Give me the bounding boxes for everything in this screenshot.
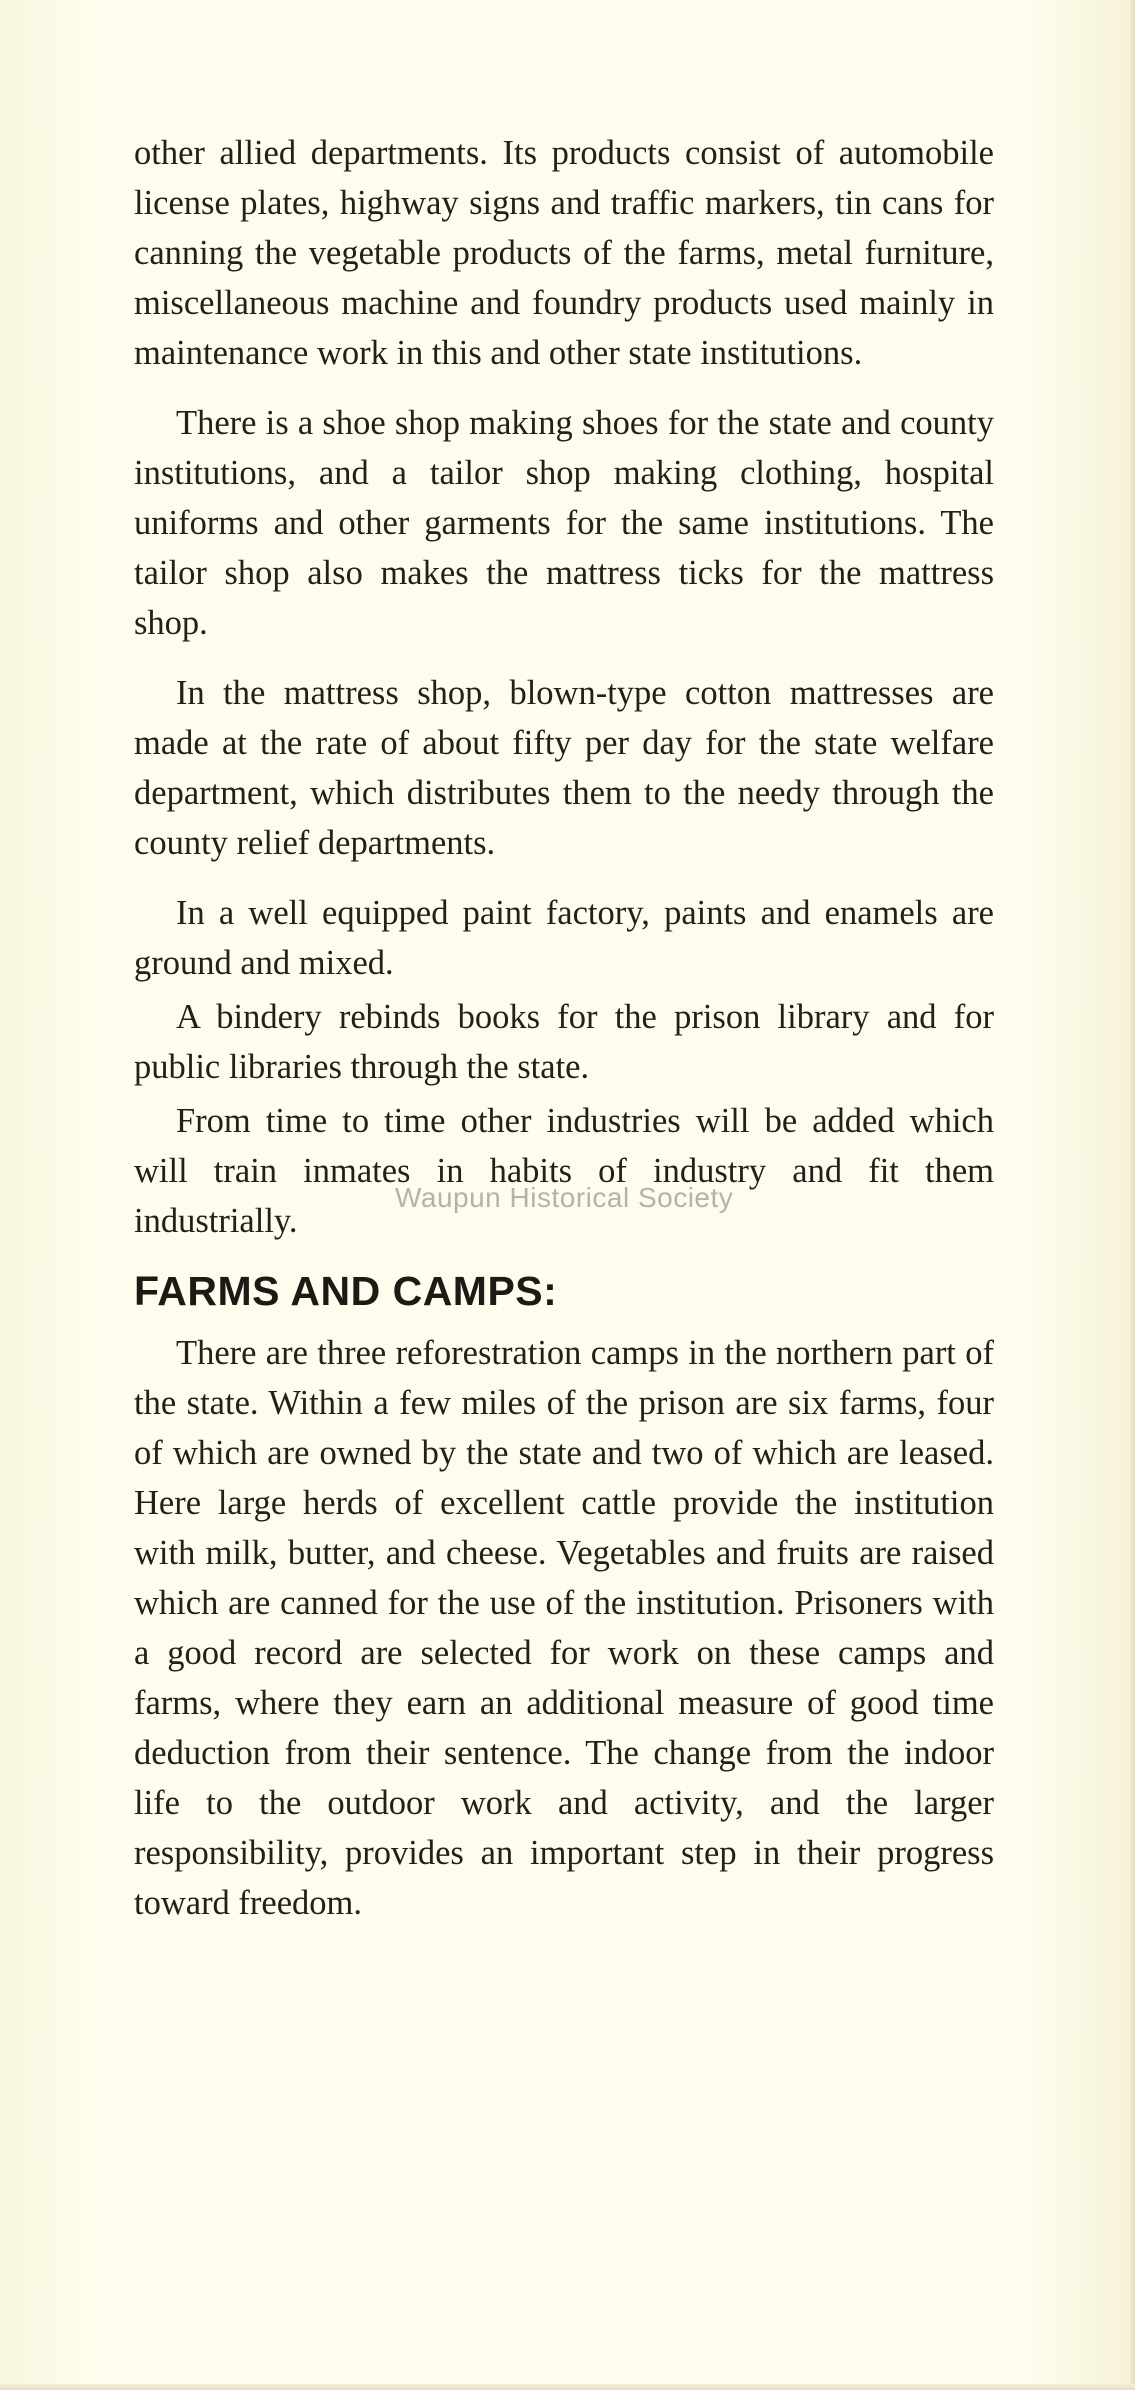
paragraph-mattress-shop: In the mattress shop, blown-type cotton mattresses are made at the rate of about fifty per day for the state welfare department, which distributes them to the needy through the county relief departments. — [134, 674, 994, 862]
watermark: Waupun Historical Society — [395, 1182, 734, 1213]
paragraph-shoe-shop: There is a shoe shop making shoes for the state and county institutions, and a tailor shop making clothing, hospital uniforms and other garments for the same institutions. The tailor shop also makes the mattress ticks for the mattress shop. — [134, 404, 994, 642]
paragraph-paint-factory: In a well equipped paint factory, paints and enamels are ground and mixed. — [134, 894, 994, 982]
section-heading-farms-and-camps: FARMS AND CAMPS: — [134, 1268, 558, 1314]
page-edge-bottom — [0, 2384, 1135, 2390]
page-edge-right — [1131, 0, 1135, 2390]
paragraph-farms-and-camps: There are three reforestration camps in the northern part of the state. Within a few miles of the prison are six farms, four of which are owned by the state and two of which are leased. Here large herds of excellent cattle provide the institution with milk, butter, and cheese. Vegetables and fruits are raised which are canned for the use of the institution. Prisoners with a good record are selected for work on these camps and farms, where they earn an additional measure of good time deduction from their sentence. The change from the indoor life to the outdoor work and activity, and the larger responsibility, provides an important step in their progress toward freedom. — [134, 1334, 994, 1922]
paragraph-bindery: A bindery rebinds books for the prison library and for public libraries through the state. — [134, 998, 994, 1086]
text-column — [134, 128, 994, 1948]
paragraph-other-industries: From time to time other industries will be added which will train inmates in habits of industry and fit them industrially. — [134, 1102, 994, 1240]
paragraph-allied-departments: other allied departments. Its products consist of automobile license plates, highway signs and traffic markers, tin cans for canning the vegetable products of the farms, metal furniture, miscellaneous machine and foundry products used mainly in maintenance work in this and other state institutions. — [134, 134, 994, 372]
